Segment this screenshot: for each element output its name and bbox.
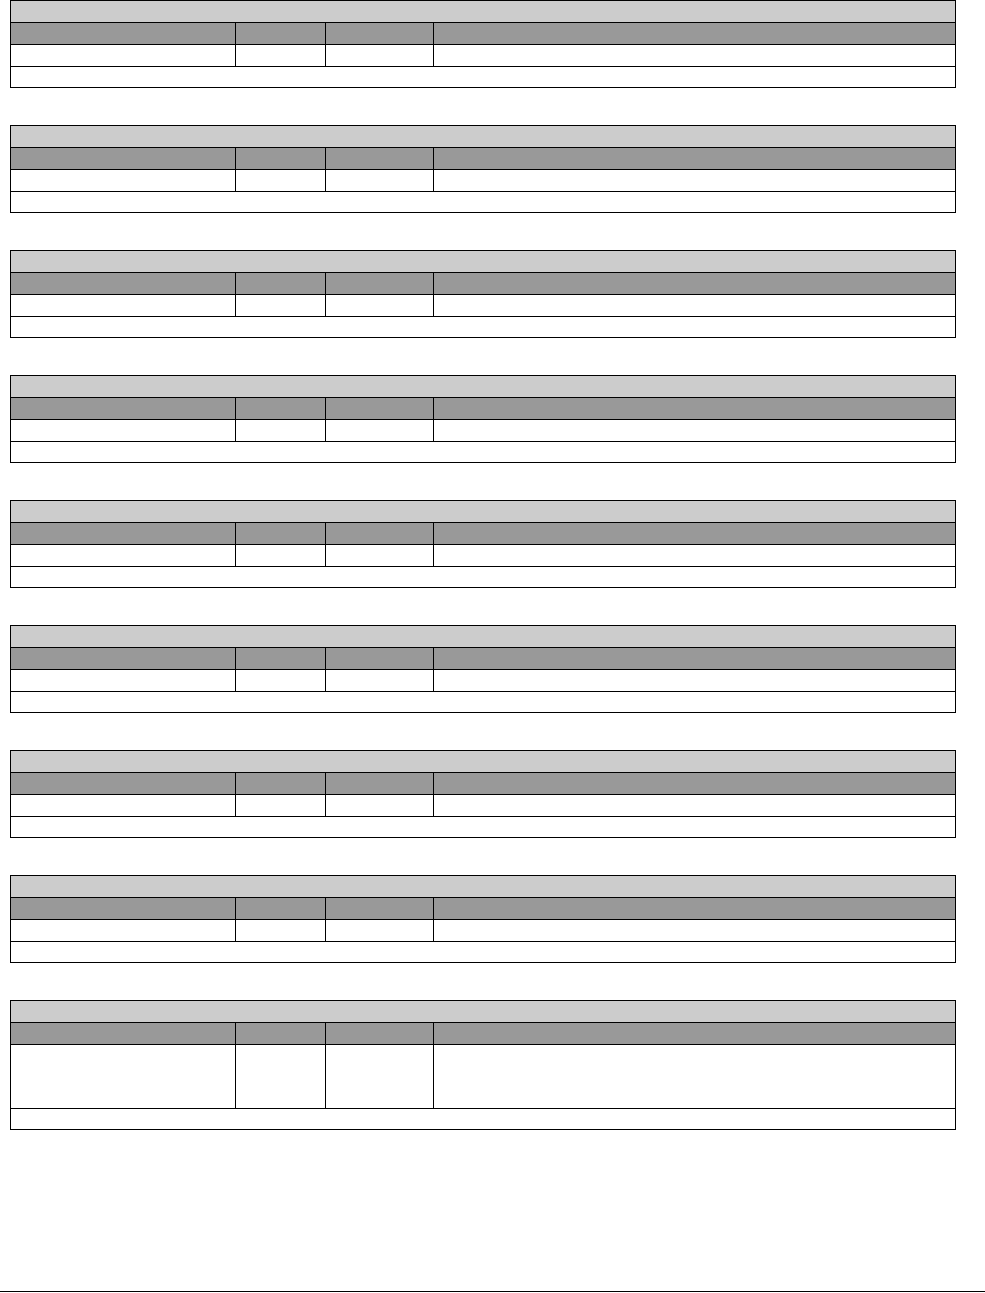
form-table bbox=[10, 250, 956, 338]
table-cell bbox=[11, 920, 236, 941]
header-cell bbox=[236, 1023, 326, 1044]
table-cell bbox=[434, 920, 955, 941]
table-cell bbox=[236, 45, 326, 66]
header-cell bbox=[434, 23, 955, 44]
header-cell bbox=[326, 648, 434, 669]
table-cell bbox=[11, 795, 236, 816]
header-cell bbox=[326, 148, 434, 169]
form-table bbox=[10, 0, 956, 88]
header-cell bbox=[236, 148, 326, 169]
table-row bbox=[11, 670, 955, 692]
header-cell bbox=[326, 273, 434, 294]
form-table bbox=[10, 125, 956, 213]
table-footer-row bbox=[11, 942, 955, 962]
form-table bbox=[10, 1000, 956, 1130]
page-bottom-rule bbox=[0, 1291, 985, 1292]
table-footer-row bbox=[11, 1109, 955, 1129]
table-cell bbox=[236, 670, 326, 691]
form-table bbox=[10, 625, 956, 713]
table-cell bbox=[11, 420, 236, 441]
table-row bbox=[11, 920, 955, 942]
header-cell bbox=[11, 523, 236, 544]
header-cell bbox=[326, 398, 434, 419]
table-cell bbox=[434, 795, 955, 816]
header-cell bbox=[11, 648, 236, 669]
header-cell bbox=[434, 523, 955, 544]
header-cell bbox=[434, 648, 955, 669]
table-cell bbox=[434, 420, 955, 441]
table-cell bbox=[11, 1045, 236, 1108]
table-cell bbox=[236, 420, 326, 441]
header-cell bbox=[434, 898, 955, 919]
table-header-row bbox=[11, 398, 955, 420]
table-cell bbox=[326, 545, 434, 566]
header-cell bbox=[236, 898, 326, 919]
header-cell bbox=[236, 648, 326, 669]
table-footer-row bbox=[11, 817, 955, 837]
table-cell bbox=[11, 170, 236, 191]
table-row bbox=[11, 295, 955, 317]
header-cell bbox=[434, 398, 955, 419]
header-cell bbox=[326, 898, 434, 919]
table-footer-row bbox=[11, 442, 955, 462]
table-cell bbox=[326, 670, 434, 691]
table-title-bar bbox=[11, 1001, 955, 1023]
table-cell bbox=[326, 795, 434, 816]
table-row bbox=[11, 545, 955, 567]
table-cell bbox=[11, 545, 236, 566]
table-cell bbox=[236, 545, 326, 566]
table-cell bbox=[326, 420, 434, 441]
header-cell bbox=[11, 398, 236, 419]
table-cell bbox=[326, 45, 434, 66]
header-cell bbox=[326, 1023, 434, 1044]
table-row bbox=[11, 1045, 955, 1109]
form-table bbox=[10, 875, 956, 963]
header-cell bbox=[11, 1023, 236, 1044]
table-cell bbox=[434, 1045, 955, 1108]
table-title-bar bbox=[11, 501, 955, 523]
header-cell bbox=[326, 773, 434, 794]
table-cell bbox=[11, 295, 236, 316]
table-cell bbox=[434, 670, 955, 691]
table-header-row bbox=[11, 523, 955, 545]
table-header-row bbox=[11, 148, 955, 170]
header-cell bbox=[236, 23, 326, 44]
table-cell bbox=[434, 170, 955, 191]
header-cell bbox=[11, 773, 236, 794]
header-cell bbox=[236, 273, 326, 294]
table-footer-row bbox=[11, 192, 955, 212]
table-title-bar bbox=[11, 751, 955, 773]
form-table bbox=[10, 750, 956, 838]
header-cell bbox=[236, 398, 326, 419]
table-cell bbox=[11, 45, 236, 66]
table-cell bbox=[326, 170, 434, 191]
table-footer-row bbox=[11, 317, 955, 337]
table-row bbox=[11, 420, 955, 442]
table-header-row bbox=[11, 273, 955, 295]
table-cell bbox=[434, 45, 955, 66]
table-cell bbox=[326, 295, 434, 316]
table-title-bar bbox=[11, 876, 955, 898]
table-cell bbox=[236, 920, 326, 941]
header-cell bbox=[434, 1023, 955, 1044]
table-header-row bbox=[11, 773, 955, 795]
table-cell bbox=[434, 295, 955, 316]
header-cell bbox=[434, 148, 955, 169]
table-cell bbox=[236, 295, 326, 316]
table-cell bbox=[236, 795, 326, 816]
table-title-bar bbox=[11, 251, 955, 273]
table-footer-row bbox=[11, 692, 955, 712]
header-cell bbox=[11, 273, 236, 294]
table-header-row bbox=[11, 1023, 955, 1045]
header-cell bbox=[11, 898, 236, 919]
header-cell bbox=[236, 773, 326, 794]
table-header-row bbox=[11, 898, 955, 920]
table-header-row bbox=[11, 648, 955, 670]
table-title-bar bbox=[11, 1, 955, 23]
form-table bbox=[10, 375, 956, 463]
form-table bbox=[10, 500, 956, 588]
table-title-bar bbox=[11, 626, 955, 648]
table-title-bar bbox=[11, 376, 955, 398]
table-cell bbox=[236, 170, 326, 191]
header-cell bbox=[326, 23, 434, 44]
header-cell bbox=[11, 148, 236, 169]
table-row bbox=[11, 45, 955, 67]
table-cell bbox=[11, 670, 236, 691]
table-row bbox=[11, 795, 955, 817]
table-row bbox=[11, 170, 955, 192]
table-footer-row bbox=[11, 567, 955, 587]
header-cell bbox=[434, 773, 955, 794]
header-cell bbox=[326, 523, 434, 544]
table-cell bbox=[326, 1045, 434, 1108]
table-footer-row bbox=[11, 67, 955, 87]
table-cell bbox=[434, 545, 955, 566]
table-cell bbox=[326, 920, 434, 941]
table-header-row bbox=[11, 23, 955, 45]
table-cell bbox=[236, 1045, 326, 1108]
header-cell bbox=[11, 23, 236, 44]
header-cell bbox=[434, 273, 955, 294]
table-title-bar bbox=[11, 126, 955, 148]
header-cell bbox=[236, 523, 326, 544]
